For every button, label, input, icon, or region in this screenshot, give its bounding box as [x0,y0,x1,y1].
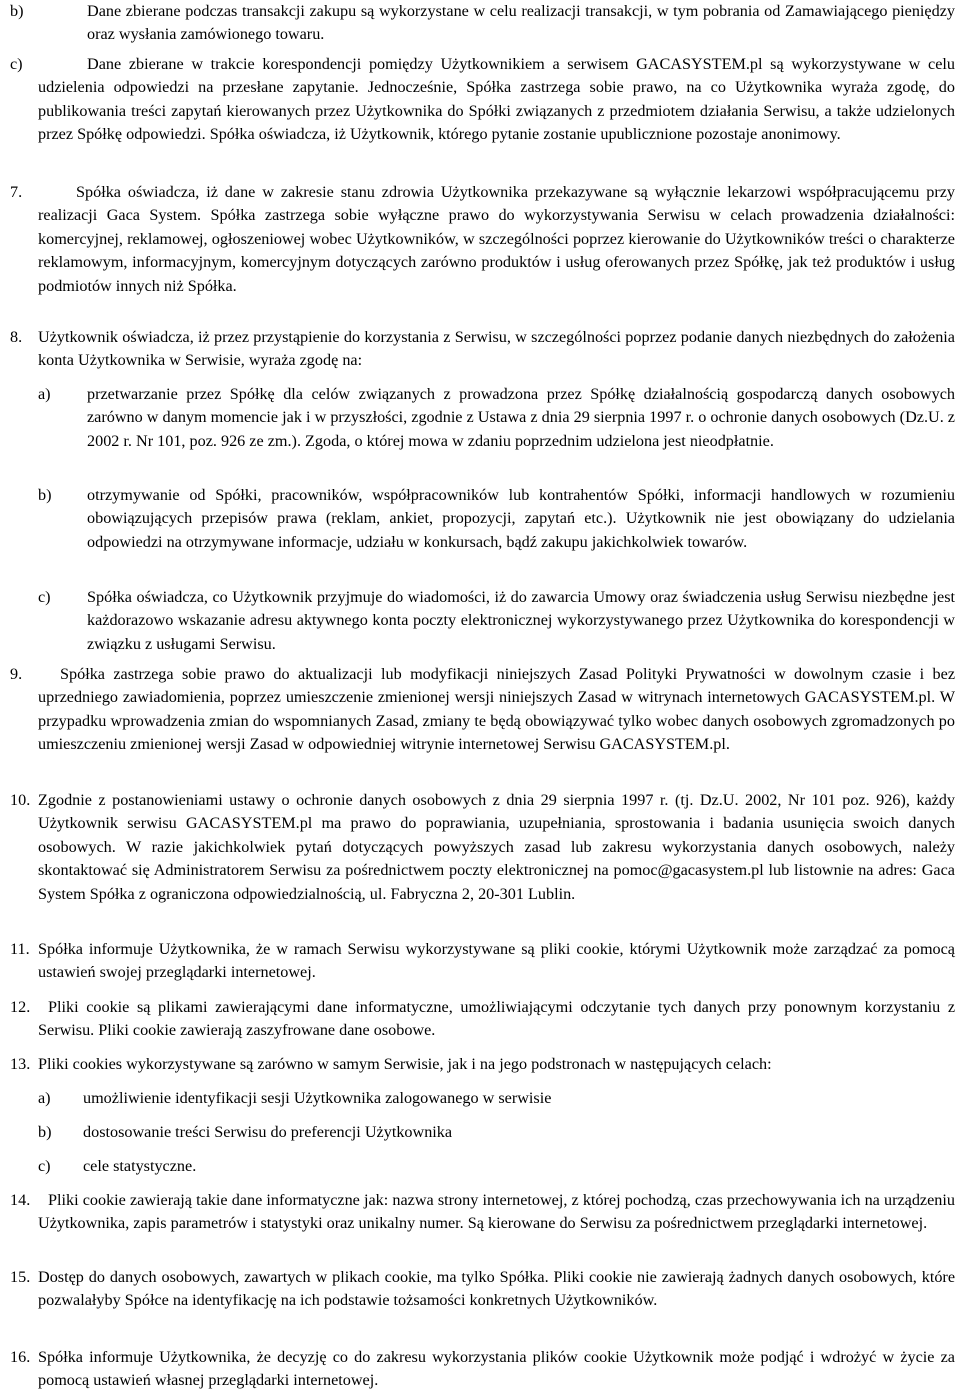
paragraph-8c [0,586,960,656]
paragraph-text: Spółka informuje Użytkownika, że decyzję co do zakresu wykorzystania plików cookie Użytkownik może podjąć i wdrożyć w życie za pomocą ustawień własnej przeglądarki internetowej. [38,1348,955,1390]
item-label: b) [10,2,24,20]
item-text: umożliwienie identyfikacji sesji Użytkownika zalogowanego w serwisie [83,1089,552,1107]
paragraph-number: 9. [10,665,23,683]
item-label: a) [38,385,51,403]
paragraph-number: 15. [10,1268,31,1286]
paragraph-9 [0,663,960,757]
paragraph-number: 12. [10,998,31,1016]
item-text: cele statystyczne. [83,1157,197,1175]
paragraph-number: 7. [10,183,23,201]
paragraph-number: 14. [10,1191,31,1209]
list-item-c-top [0,53,960,147]
paragraph-8a [0,383,960,453]
item-text: przetwarzanie przez Spółkę dla celów związanych z prowadzona przez Spółkę działalnością gospodarczą danych osobowych zarówno w danym momencie jak i w przyszłości, zgodnie z Ustawa z dnia 29 sierpnia 1997 r. o ochronie danych osobowych (Dz.U. z 2002 r. Nr 101, poz. 926 ze zm.). Zgoda, o której mowa w zdaniu poprzednim udzielona jest nieodpłatnie. [87,385,955,450]
paragraph-8 [0,326,960,373]
paragraph-13b [0,1121,960,1144]
paragraph-7 [0,181,960,298]
item-text: otrzymywanie od Spółki, pracowników, współpracowników lub kontrahentów Spółki, informacji handlowych w rozumieniu obowiązujących przepisów prawa (reklam, ankiet, propozycji, zapytań etc.). Użytkownik nie jest obowiązany do udzielania odpowiedzi na otrzymywane informacje, udziału w konkursach, bądź zakupu jakichkolwiek towarów. [87,486,955,551]
paragraph-text: Spółka informuje Użytkownika, że w ramach Serwisu wykorzystywane są pliki cookie, którymi Użytkownik może zarządzać za pomocą ustawień swojej przeglądarki internetowej. [38,940,955,982]
paragraph-10 [0,789,960,906]
item-label: a) [38,1089,51,1107]
paragraph-number: 16. [10,1348,31,1366]
paragraph-12 [0,996,960,1043]
paragraph-text: Pliki cookie zawierają takie dane informatyczne jak: nazwa strony internetowej, z której pochodzą, czas przechowywania ich na urządzeniu Użytkownika, zapis parametrów i statystyki oraz unikalny numer. Są kierowane do Serwisu za pośrednictwem przeglądarki internetowej. [38,1191,955,1233]
item-text: Dane zbierane podczas transakcji zakupu są wykorzystane w celu realizacji transakcji, w tym pobrania od Zamawiającego pieniędzy oraz wysłania zamówionego towaru. [87,2,955,44]
paragraph-13 [0,1053,960,1076]
paragraph-text: Użytkownik oświadcza, iż przez przystąpienie do korzystania z Serwisu, w szczególności poprzez podanie danych niezbędnych do założenia konta Użytkownika w Serwisie, wyraża zgodę na: [38,328,955,370]
paragraph-text: Pliki cookie są plikami zawierającymi dane informatyczne, umożliwiającymi odczytanie tych danych przy ponownym korzystaniu z Serwisu. Pliki cookie zawierają zaszyfrowane dane osobowe. [38,998,955,1040]
paragraph-13c [0,1155,960,1178]
item-label: c) [38,1157,51,1175]
item-label: b) [38,1123,52,1141]
item-label: c) [10,55,23,73]
item-text: Spółka oświadcza, co Użytkownik przyjmuje do wiadomości, iż do zawarcia Umowy oraz świadczenia usług Serwisu niezbędne jest każdorazowo wskazanie adresu aktywnego konta poczty elektronicznej wykorzystywanego przez Użytkownika do korespondencji w związku z usługami Serwisu. [87,588,955,653]
paragraph-text: Spółka oświadcza, iż dane w zakresie stanu zdrowia Użytkownika przekazywane są wyłącznie lekarzowi współpracującemu przy realizacji Gaca System. Spółka zastrzega sobie wyłączne prawo do wykorzystywania Serwisu w celach prowadzenia działalności: komercyjnej, reklamowej, ogłoszeniowej wobec Użytkowników, w szczególności poprzez kierowanie do Użytkowników treści o charakterze reklamowym, informacyjnym, komercyjnym dotyczących zarówno produktów i usług oferowanych przez Spółkę, jak też produktów i usług podmiotów innych niż Spółka. [38,183,955,295]
paragraph-number: 10. [10,791,31,809]
paragraph-number: 11. [10,940,30,958]
paragraph-16 [0,1346,960,1393]
paragraph-number: 13. [10,1055,31,1073]
paragraph-15 [0,1266,960,1313]
paragraph-8b [0,484,960,554]
paragraph-text: Dostęp do danych osobowych, zawartych w plikach cookie, ma tylko Spółka. Pliki cookie nie zawierają żadnych danych osobowych, które pozwalałyby Spółce na identyfikację na ich podstawie tożsamości konkretnych Użytkowników. [38,1268,955,1310]
paragraph-text: Zgodnie z postanowieniami ustawy o ochronie danych osobowych z dnia 29 sierpnia 1997 r. (tj. Dz.U. 2002, Nr 101 poz. 926), każdy Użytkownik serwisu GACASYSTEM.pl ma prawo do poprawiania, uzupełniania, sprostowania i badania usunięcia swoich danych osobowych. W razie jakichkolwiek pytań dotyczących powyższych zasad lub zakresu wykorzystania danych osobowych, należy skontaktować się Administratorem Serwisu za pośrednictwem poczty elektronicznej na pomoc@gacasystem.pl lub listownie na adres: Gaca System Spółka z ograniczona odpowiedzialnością, ul. Fabryczna 2, 20-301 Lublin. [38,791,955,903]
item-label: b) [38,486,52,504]
paragraph-11 [0,938,960,985]
item-text: Dane zbierane w trakcie korespondencji pomiędzy Użytkownikiem a serwisem GACASYSTEM.pl są wykorzystywane w celu udzielenia odpowiedzi na przesłane zapytanie. Jednocześnie, Spółka zastrzega sobie prawo, na co Użytkownika wyraża zgodę, do publikowania treści zapytań kierowanych przez Użytkownika do Spółki związanych z przedmiotem działania Serwisu, a także udzielonych przez Spółkę odpowiedzi. Spółka oświadcza, iż Użytkownik, którego pytanie zostanie upublicznione pozostaje anonimowy. [38,55,955,144]
paragraph-14 [0,1189,960,1236]
paragraph-text: Spółka zastrzega sobie prawo do aktualizacji lub modyfikacji niniejszych Zasad Polityki Prywatności w dowolnym czasie i bez uprzedniego zawiadomienia, poprzez umieszczenie zmienionej wersji niniejszych Zasad w witrynach internetowych GACASYSTEM.pl. W przypadku wprowadzenia zmian do wspomnianych Zasad, zmiany te będą obowiązywać tylko wobec danych osobowych zgromadzonych po umieszczeniu zmienionej wersji Zasad w odpowiedniej witrynie internetowej Serwisu GACASYSTEM.pl. [38,665,955,754]
paragraph-text: Pliki cookies wykorzystywane są zarówno w samym Serwisie, jak i na jego podstronach w następujących celach: [38,1055,772,1073]
item-text: dostosowanie treści Serwisu do preferencji Użytkownika [83,1123,453,1141]
item-label: c) [38,588,51,606]
paragraph-13a [0,1087,960,1110]
list-item-b-top [0,0,960,47]
paragraph-number: 8. [10,328,23,346]
